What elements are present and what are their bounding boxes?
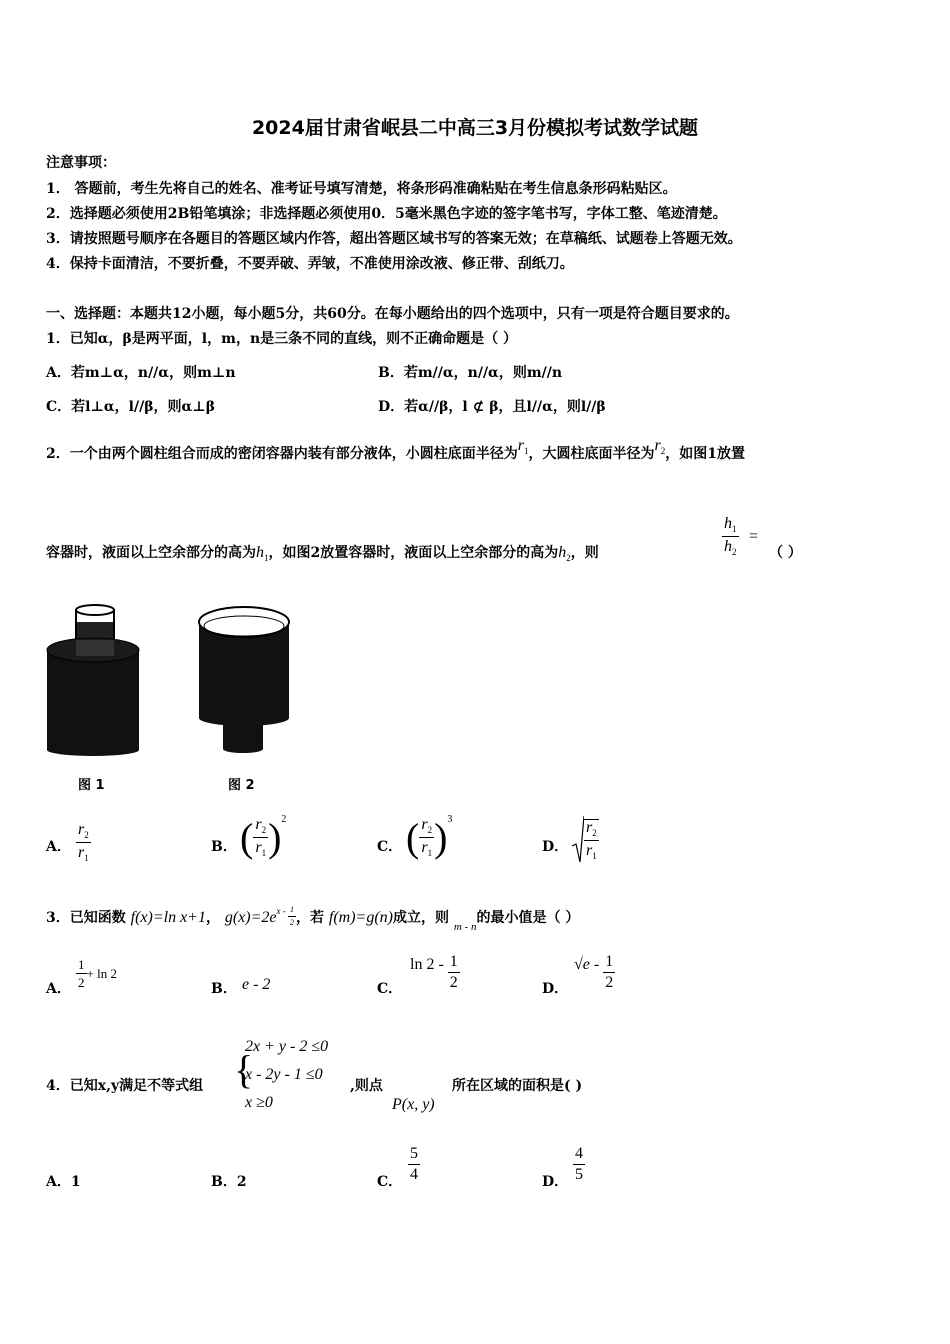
q4-option-d-math: $\frac{4}{5}$ xyxy=(575,1145,583,1183)
q4-option-a: A．1 xyxy=(46,1174,81,1190)
q3-option-c-math: ln 2 - $\frac{1}{2}$ xyxy=(410,953,458,991)
q2-option-c: C． xyxy=(377,839,403,855)
q2-option-d-math: $\frac{r_2}{r_1}$ xyxy=(572,816,599,864)
q3-option-a-math: $\frac{1}{2}$ + ln 2 xyxy=(78,957,117,990)
q2-option-a: A． xyxy=(46,839,71,855)
q3-option-d: D． xyxy=(542,981,569,997)
notice-heading: 注意事项： xyxy=(46,155,116,171)
q2-option-b: B． xyxy=(211,839,237,855)
figure-1-cylinders xyxy=(47,605,139,756)
sqrt-sign xyxy=(572,816,584,864)
h-ratio-fraction: $\frac{h_1}{h_2}$ xyxy=(724,515,737,557)
q4-option-c: C． xyxy=(377,1174,403,1190)
inequality-3: x ≥0 xyxy=(245,1094,273,1111)
inequality-2: x - 2y - 1 ≤0 xyxy=(245,1066,323,1083)
q1-option-b: B．若m//α，n//α，则m//n xyxy=(378,365,563,381)
q3-option-b-math: e - 2 xyxy=(242,976,271,993)
q2-option-b-math: ( $\frac{r_2}{r_1}$ )$^2$ xyxy=(240,814,287,860)
point-p: P(x, y) xyxy=(392,1096,435,1113)
q4-option-c-math: $\frac{5}{4}$ xyxy=(410,1145,418,1183)
q4-stem-c: 所在区域的面积是( ) xyxy=(452,1078,583,1094)
notice-item: 4．保持卡面清洁，不要折叠，不要弄破、弄皱，不准使用涂改液、修正带、刮纸刀。 xyxy=(46,256,574,272)
answer-paren: （ ） xyxy=(769,545,802,561)
q3-option-c: C． xyxy=(377,981,403,997)
q3-option-b: B． xyxy=(211,981,237,997)
q2-option-d: D． xyxy=(542,839,569,855)
q2-option-a-math: $\frac{r_2}{r_1}$ xyxy=(78,821,89,863)
q1-option-a: A．若m⊥α，n//α，则m⊥n xyxy=(46,365,236,381)
figure-1-caption: 图 1 xyxy=(78,778,105,793)
container-figures xyxy=(44,600,294,770)
question-2-line2: 容器时，液面以上空余部分的高为$h_1$，如图2放置容器时，液面以上空余部分的高为$h_2$，则 xyxy=(46,544,599,563)
figure-2-cylinders xyxy=(199,607,289,753)
q1-option-c: C．若l⊥α，l//β，则α⊥β xyxy=(46,399,216,415)
notice-item: 2．选择题必须使用2B铅笔填涂；非选择题必须使用0．5毫米黑色字迹的签字笔书写，字体工整、笔迹清楚。 xyxy=(46,206,727,222)
question-2-line1: 2．一个由两个圆柱组合而成的密闭容器内装有部分液体，小圆柱底面半径为$r_1$，大圆柱底面半径为$r_2$，如图1放置 xyxy=(46,437,745,462)
notice-item: 1． 答题前，考生先将自己的姓名、准考证号填写清楚，将条形码准确粘贴在考生信息条形码粘贴区。 xyxy=(46,181,677,197)
figure-2-caption: 图 2 xyxy=(228,778,255,793)
question-1-stem: 1．已知α，β是两平面，l，m，n是三条不同的直线，则不正确命题是（ ） xyxy=(46,331,517,347)
inequality-1: 2x + y - 2 ≤0 xyxy=(245,1038,329,1055)
equals-sign: = xyxy=(749,528,759,545)
q4-option-b: B．2 xyxy=(211,1174,247,1190)
q4-option-d: D． xyxy=(542,1174,569,1190)
section-heading: 一、选择题：本题共12小题，每小题5分，共60分。在每小题给出的四个选项中，只有一项是符合题目要求的。 xyxy=(46,306,739,322)
q4-stem-b: ,则点 xyxy=(350,1078,383,1094)
notice-item: 3．请按照题号顺序在各题目的答题区域内作答，超出答题区域书写的答案无效；在草稿纸、试题卷上答题无效。 xyxy=(46,231,742,247)
question-3-stem: 3．已知函数 f(x)=ln x+1， $g(x)=2e^{x -}$ $\frac{1}{2}$ ，若 f(m)=g(n)成立，则 $_{m - n}$的最小值是（ ） xyxy=(46,905,580,933)
q3-option-a: A． xyxy=(46,981,71,997)
system-brace: { xyxy=(234,1047,254,1092)
q3-option-d-math: √e - $\frac{1}{2}$ xyxy=(574,953,614,991)
q1-option-d: D．若α//β，l ⊄ β，且l//α，则l//β xyxy=(378,399,606,415)
q2-option-c-math: ( $\frac{r_2}{r_1}$ )$^3$ xyxy=(406,814,453,860)
question-4-stem: 4．已知x,y满足不等式组 xyxy=(46,1078,204,1094)
page-title: 2024届甘肃省岷县二中高三3月份模拟考试数学试题 xyxy=(251,117,699,139)
